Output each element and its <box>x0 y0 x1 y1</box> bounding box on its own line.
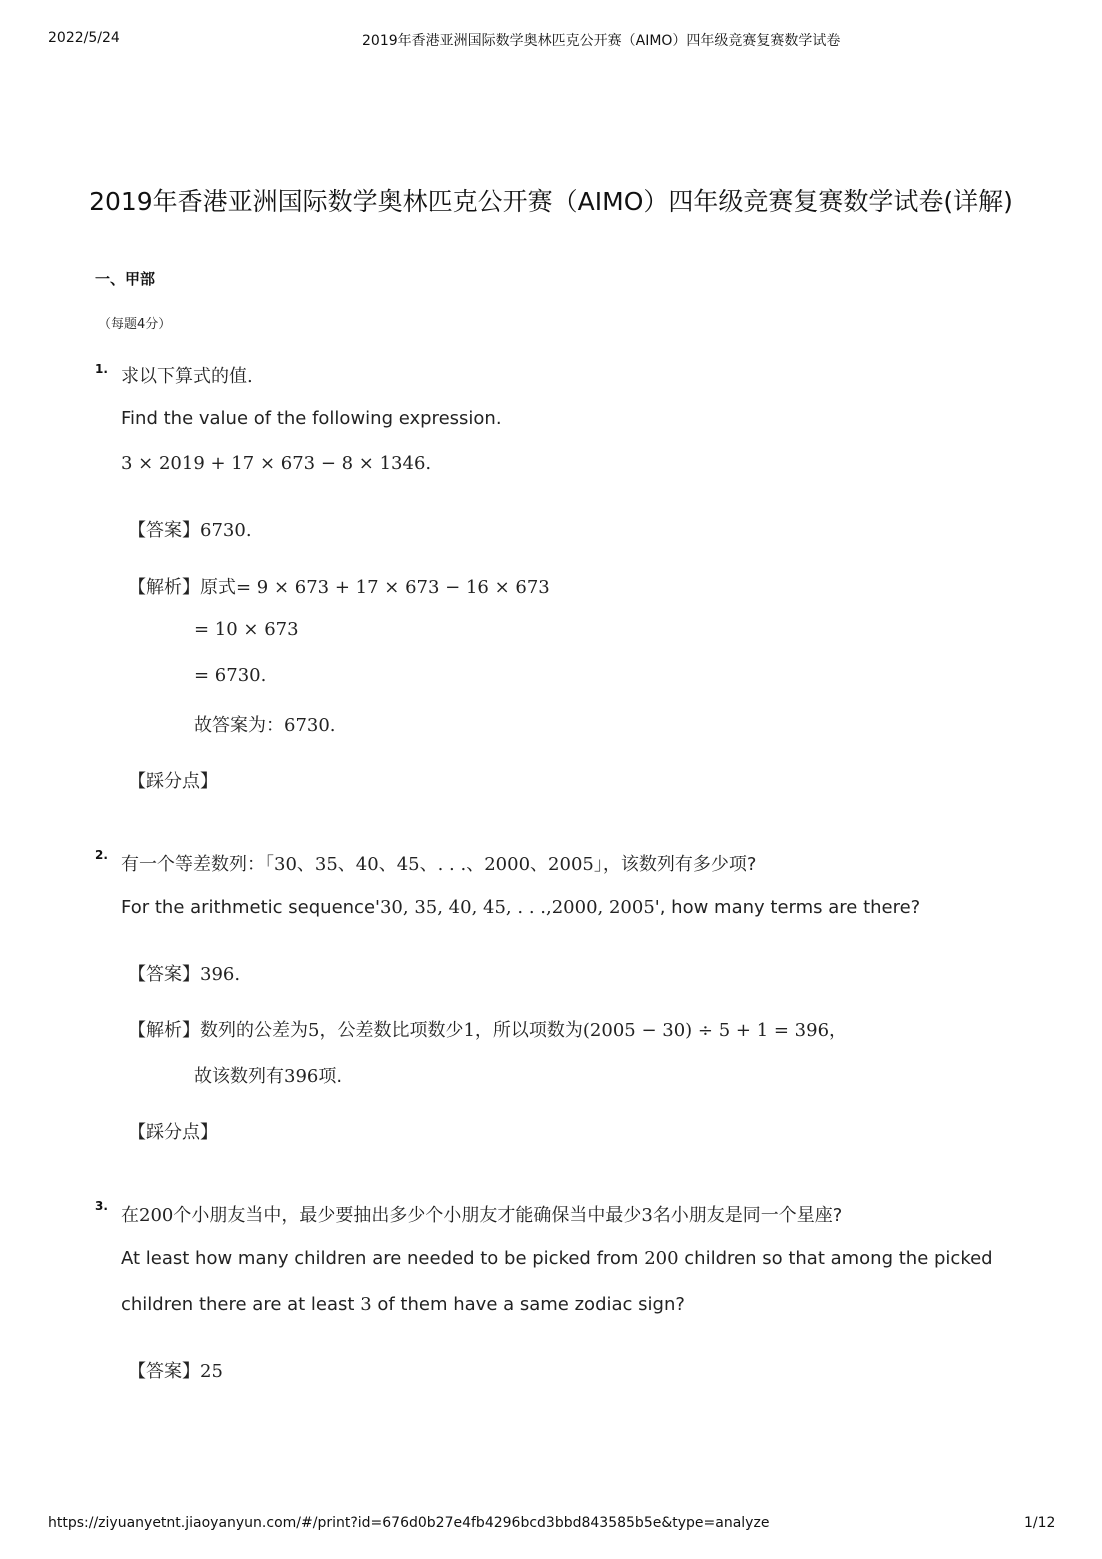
conclusion-value: 396 <box>284 1066 319 1087</box>
text: children there are at least <box>121 1294 361 1315</box>
analysis-value: 1 <box>463 1020 475 1041</box>
section-note: （每题4分） <box>98 317 172 332</box>
question-text-en <box>121 897 920 918</box>
text: children so that among the picked <box>678 1248 993 1269</box>
question-number: 3. <box>95 1199 108 1213</box>
text-pre: For the arithmetic sequence' <box>121 897 380 918</box>
question-number: 2. <box>95 848 108 862</box>
conclusion-text: 故该数列有 <box>194 1066 284 1087</box>
analysis-text: ，所以项数为 <box>474 1020 583 1041</box>
conclusion-text: 故答案为： <box>194 715 284 736</box>
analysis-end: ， <box>829 1020 848 1041</box>
question-text-cn <box>121 1201 842 1227</box>
answer-label: 【答案】 <box>128 964 200 985</box>
analysis-label: 【解析】 <box>128 577 200 598</box>
analysis-row <box>128 1016 847 1042</box>
analysis-text: ，公差数比项数少 <box>319 1020 464 1041</box>
answer-label: 【答案】 <box>128 1361 200 1382</box>
text: 个小朋友当中，最少要抽出多少个小朋友才能确保当中最少 <box>173 1205 642 1226</box>
answer-end: . <box>234 964 241 985</box>
expression-body: 3 × 2019 + 17 × 673 − 8 × 1346 <box>121 453 426 474</box>
question-text-cn <box>121 362 253 388</box>
answer-row <box>128 960 240 986</box>
value: 200 <box>644 1248 679 1269</box>
sequence-tail: ,2000, 2005 <box>545 897 655 918</box>
answer-value: 25 <box>200 1361 223 1382</box>
question-number: 1. <box>95 362 108 376</box>
analysis-line: = 6730. <box>194 665 267 686</box>
analysis-line: = 10 × 673 <box>194 619 299 640</box>
text-post: ', how many terms are there? <box>654 897 921 918</box>
text: At least how many children are needed to be picked from <box>121 1248 645 1269</box>
answer-label: 【答案】 <box>128 520 200 541</box>
page-title: 2019年香港亚洲国际数学奥林匹克公开赛（AIMO）四年级竞赛复赛数学试卷(详解) <box>89 187 1013 216</box>
text: 在 <box>121 1205 139 1226</box>
conclusion-text: 项. <box>318 1066 343 1087</box>
print-header-title: 2019年香港亚洲国际数学奥林匹克公开赛（AIMO）四年级竞赛复赛数学试卷 <box>362 33 841 49</box>
analysis-line: = 9 × 673 + 17 × 673 − 16 × 673 <box>236 577 550 598</box>
question-text-cn <box>121 850 756 876</box>
value: 3 <box>360 1294 372 1315</box>
question-text-en: Find the value of the following expression. <box>121 408 502 429</box>
text-post: 」，该数列有多少项? <box>593 854 757 875</box>
footer-url[interactable]: https://ziyuanyetnt.jiaoyanyun.com/#/print?id=676d0b27e4fb4296bcd3bbd843585b5e&type=analyze <box>48 1515 770 1531</box>
analysis-value: 5 <box>308 1020 320 1041</box>
analysis-conclusion <box>194 711 336 737</box>
answer-end: . <box>245 520 252 541</box>
value: 200 <box>139 1205 174 1226</box>
page-number: 1/12 <box>1024 1515 1056 1531</box>
answer-value: 396 <box>200 964 235 985</box>
question-text-cn-body: 求以下算式的值 <box>121 366 247 387</box>
points-label: 【踩分点】 <box>128 771 218 792</box>
text: 名小朋友是同一个星座? <box>652 1205 843 1226</box>
print-date: 2022/5/24 <box>48 30 120 46</box>
conclusion-value: 6730. <box>284 715 336 736</box>
value: 3 <box>641 1205 653 1226</box>
text: of them have a same zodiac sign? <box>371 1294 685 1315</box>
analysis-expression: (2005 − 30) ÷ 5 + 1 = 396 <box>582 1020 830 1041</box>
analysis-prefix: 原式 <box>200 577 236 598</box>
answer-row <box>128 516 252 542</box>
analysis-conclusion <box>194 1062 342 1088</box>
question-text-en-line2 <box>121 1294 685 1315</box>
text-pre: 有一个等差数列：「 <box>121 854 274 875</box>
question-expression <box>121 453 431 474</box>
sequence: 30、35、40、45、. . .、2000、2005 <box>274 854 594 875</box>
sequence: 30, 35, 40, 45, . . . <box>379 897 546 918</box>
analysis-row <box>128 573 550 599</box>
answer-value: 6730 <box>200 520 246 541</box>
section-heading: 一、甲部 <box>95 270 156 288</box>
analysis-text: 数列的公差为 <box>200 1020 308 1041</box>
question-text-en-line1 <box>121 1248 993 1269</box>
expression-end: . <box>425 453 432 474</box>
points-label: 【踩分点】 <box>128 1122 218 1143</box>
question-text-cn-end: . <box>247 366 253 387</box>
analysis-label: 【解析】 <box>128 1020 200 1041</box>
answer-row <box>128 1357 223 1383</box>
